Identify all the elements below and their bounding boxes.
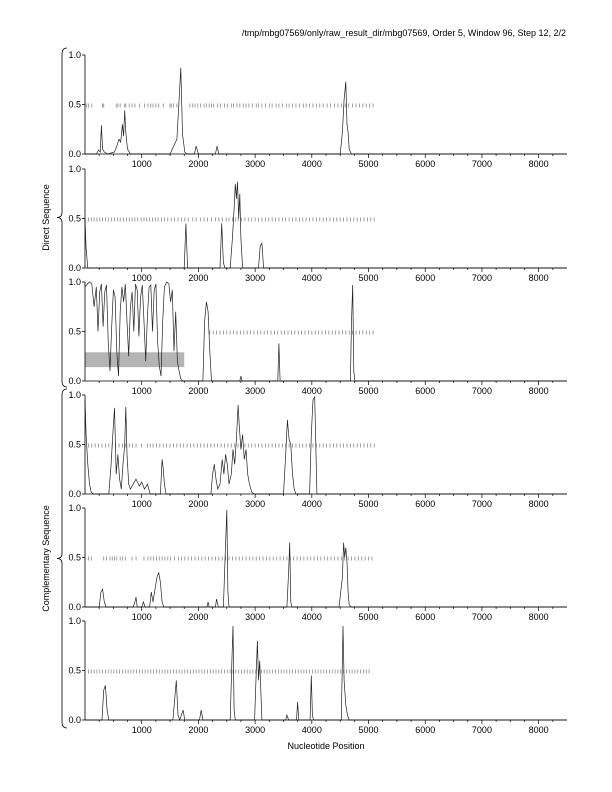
panel-5	[68, 503, 567, 622]
x-tick-label: 8000	[528, 612, 549, 622]
x-tick-label: 8000	[528, 159, 549, 169]
x-tick-label: 2000	[188, 499, 209, 509]
y-tick-label: 1.0	[68, 390, 81, 400]
y-tick-label: 1.0	[68, 164, 81, 174]
panels	[68, 50, 567, 735]
highlight-band	[85, 352, 184, 367]
series-line	[85, 510, 567, 607]
x-tick-label: 6000	[415, 725, 436, 735]
x-tick-label: 1000	[131, 725, 152, 735]
x-tick-label: 4000	[301, 273, 322, 283]
y-tick-label: 1.0	[68, 277, 81, 287]
group-label: Direct Sequence	[41, 184, 51, 251]
x-tick-label: 5000	[358, 612, 379, 622]
group-brackets	[41, 48, 67, 728]
x-tick-label: 5000	[358, 273, 379, 283]
x-tick-label: 4000	[301, 499, 322, 509]
x-axis-label: Nucleotide Position	[287, 741, 365, 751]
x-tick-label: 3000	[245, 159, 266, 169]
x-tick-label: 7000	[471, 386, 492, 396]
threshold-marks	[88, 443, 374, 447]
x-tick-label: 3000	[245, 273, 266, 283]
x-tick-label: 1000	[131, 499, 152, 509]
x-tick-label: 8000	[528, 386, 549, 396]
group-bracket	[57, 389, 67, 728]
panel-3	[68, 277, 567, 396]
x-tick-label: 7000	[471, 725, 492, 735]
y-tick-label: 0.0	[68, 489, 81, 499]
group-bracket	[57, 48, 67, 387]
y-tick-label: 1.0	[68, 503, 81, 513]
series-line	[85, 397, 567, 494]
x-tick-label: 8000	[528, 725, 549, 735]
x-tick-label: 3000	[245, 386, 266, 396]
y-tick-label: 0.5	[68, 213, 81, 224]
x-tick-label: 6000	[415, 612, 436, 622]
x-tick-label: 2000	[188, 273, 209, 283]
x-tick-label: 6000	[415, 386, 436, 396]
x-tick-label: 1000	[131, 273, 152, 283]
x-tick-label: 6000	[415, 159, 436, 169]
x-tick-label: 7000	[471, 499, 492, 509]
x-tick-label: 4000	[301, 386, 322, 396]
y-tick-label: 0.5	[68, 665, 81, 676]
x-tick-label: 2000	[188, 386, 209, 396]
threshold-marks	[87, 103, 373, 107]
x-tick-label: 8000	[528, 273, 549, 283]
panel-1	[68, 50, 567, 169]
y-tick-label: 0.5	[68, 99, 81, 110]
y-tick-label: 0.0	[68, 602, 81, 612]
x-tick-label: 5000	[358, 499, 379, 509]
threshold-marks	[88, 556, 372, 560]
series-line	[85, 626, 567, 720]
series-line	[85, 68, 567, 154]
x-tick-label: 1000	[131, 159, 152, 169]
group-label: Complementary Sequence	[41, 505, 51, 612]
y-tick-label: 0.0	[68, 376, 81, 386]
x-tick-label: 8000	[528, 499, 549, 509]
y-tick-label: 0.5	[68, 552, 81, 563]
page-title: /tmp/mbg07569/only/raw_result_dir/mbg07569, Order 5, Window 96, Step 12, 2/2	[241, 28, 566, 38]
x-tick-label: 4000	[301, 612, 322, 622]
x-tick-label: 7000	[471, 612, 492, 622]
x-tick-label: 6000	[415, 273, 436, 283]
x-tick-label: 5000	[358, 386, 379, 396]
panel-4	[68, 390, 567, 509]
y-tick-label: 0.5	[68, 439, 81, 450]
y-tick-label: 1.0	[68, 616, 81, 626]
y-tick-label: 0.5	[68, 326, 81, 337]
x-tick-label: 2000	[188, 725, 209, 735]
x-tick-label: 1000	[131, 386, 152, 396]
x-tick-label: 5000	[358, 725, 379, 735]
x-tick-label: 3000	[245, 725, 266, 735]
x-tick-label: 7000	[471, 273, 492, 283]
threshold-marks	[210, 330, 373, 334]
y-tick-label: 1.0	[68, 50, 81, 60]
x-tick-label: 1000	[131, 612, 152, 622]
x-tick-label: 2000	[188, 612, 209, 622]
panel-2	[68, 164, 567, 283]
y-tick-label: 0.0	[68, 149, 81, 159]
x-tick-label: 5000	[358, 159, 379, 169]
x-tick-label: 4000	[301, 159, 322, 169]
x-tick-label: 2000	[188, 159, 209, 169]
threshold-marks	[88, 217, 374, 221]
y-tick-label: 0.0	[68, 263, 81, 273]
x-tick-label: 3000	[245, 499, 266, 509]
x-tick-label: 7000	[471, 159, 492, 169]
series-line	[85, 182, 567, 268]
x-tick-label: 3000	[245, 612, 266, 622]
x-tick-label: 4000	[301, 725, 322, 735]
threshold-marks	[88, 669, 369, 673]
x-tick-label: 6000	[415, 499, 436, 509]
y-tick-label: 0.0	[68, 715, 81, 725]
panel-6	[68, 616, 567, 735]
